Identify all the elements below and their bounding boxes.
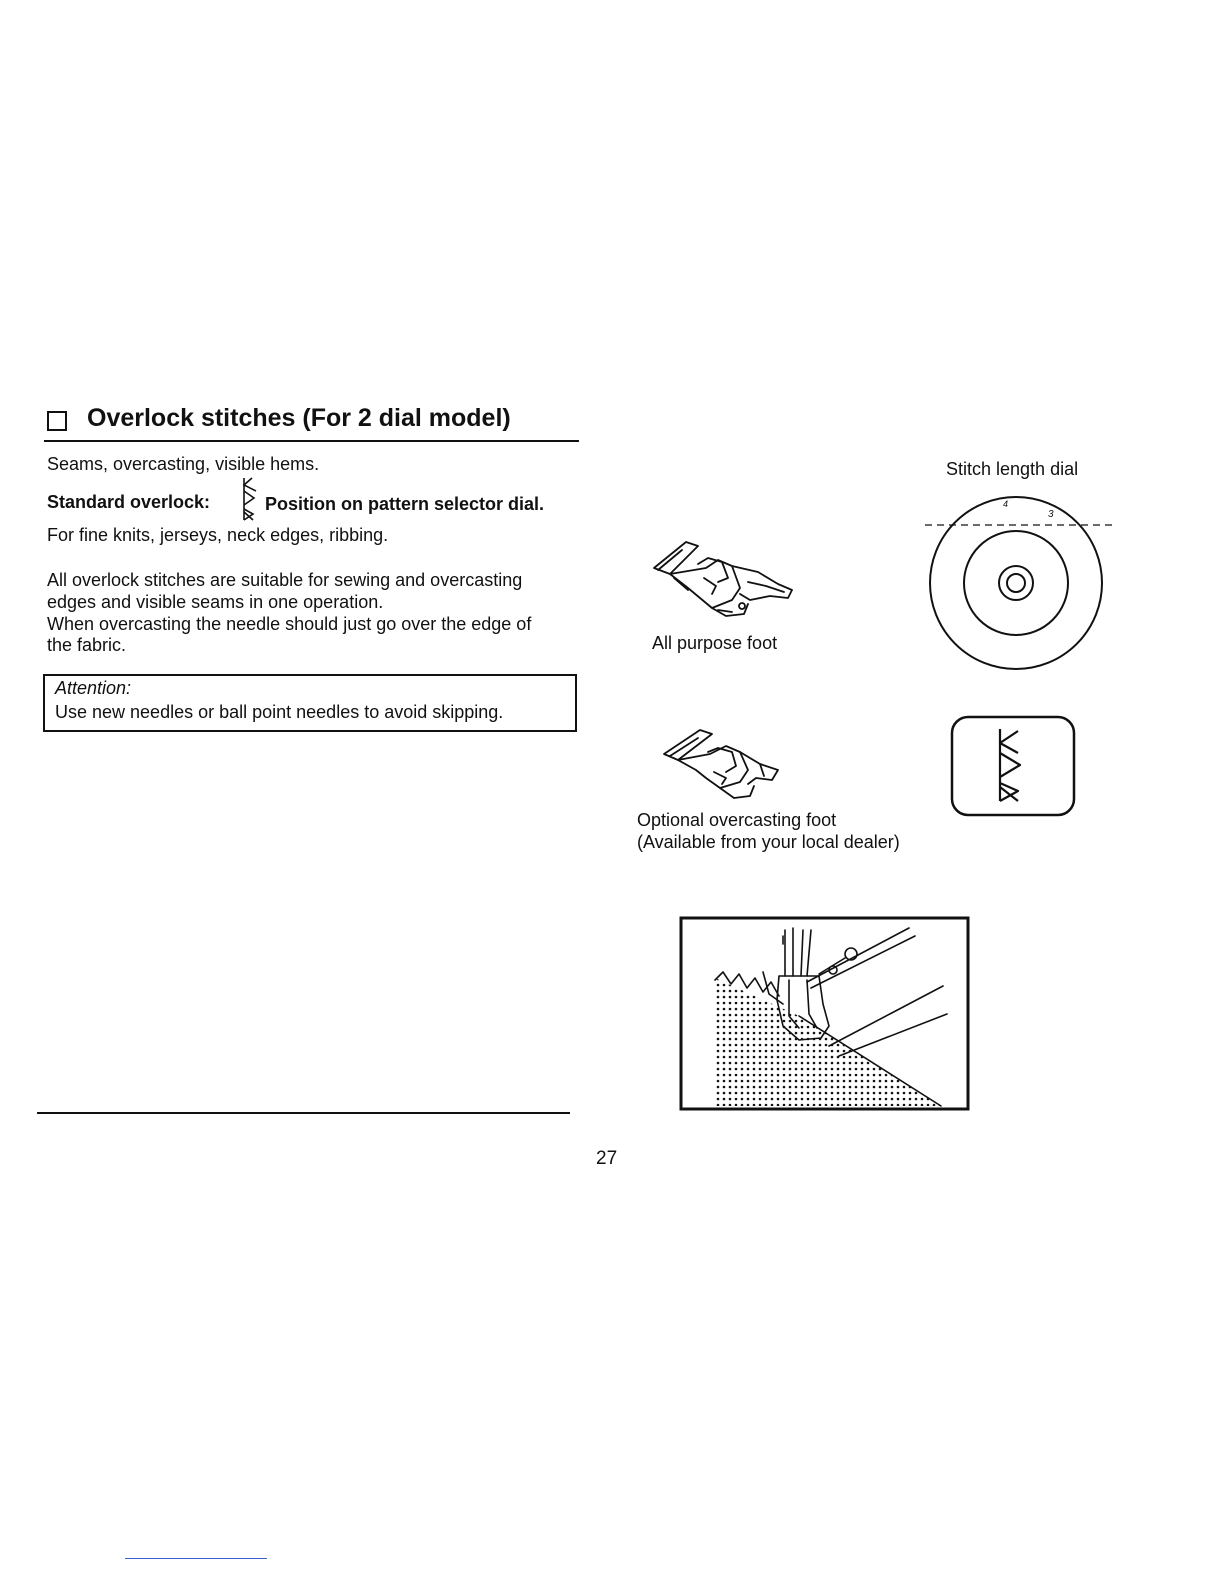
attention-text: Use new needles or ball point needles to avoid skipping. [55,702,504,722]
description-line: edges and visible seams in one operation. [47,592,384,612]
overlock-stitch-symbol-icon [240,476,262,522]
dial-mark-4: 4 [1003,499,1009,509]
all-purpose-foot-caption: All purpose foot [652,633,778,653]
overcasting-sewing-illustration [679,916,971,1112]
overcasting-foot-availability: (Available from your local dealer) [637,832,900,852]
stitch-length-dial-label: Stitch length dial [946,459,1079,479]
overcasting-foot-illustration [660,726,785,804]
footer-rule [37,1112,570,1114]
blue-divider [125,1558,267,1559]
section-heading: Overlock stitches (For 2 dial model) [87,404,511,432]
standard-overlock-label: Standard overlock: [47,492,211,512]
stitch-length-dial-illustration [925,495,1115,670]
uses-text: Seams, overcasting, visible hems. [47,454,320,474]
attention-title: Attention: [55,678,132,698]
description-line: All overlock stitches are suitable for sewing and overcasting [47,570,523,590]
position-text: Position on pattern selector dial. [265,494,545,514]
section-checkbox-icon [47,411,67,431]
description-line: When overcasting the needle should just go over the edge of [47,614,532,634]
heading-underline [44,440,579,442]
page-number: 27 [596,1148,618,1169]
pattern-selector-overlock-icon [950,715,1076,817]
overcasting-foot-caption: Optional overcasting foot [637,810,837,830]
all-purpose-foot-illustration [648,538,798,628]
description-line: the fabric. [47,635,127,655]
dial-mark-3: 3 [1048,509,1054,520]
fine-fabrics-text: For fine knits, jerseys, neck edges, ribbing. [47,525,389,545]
